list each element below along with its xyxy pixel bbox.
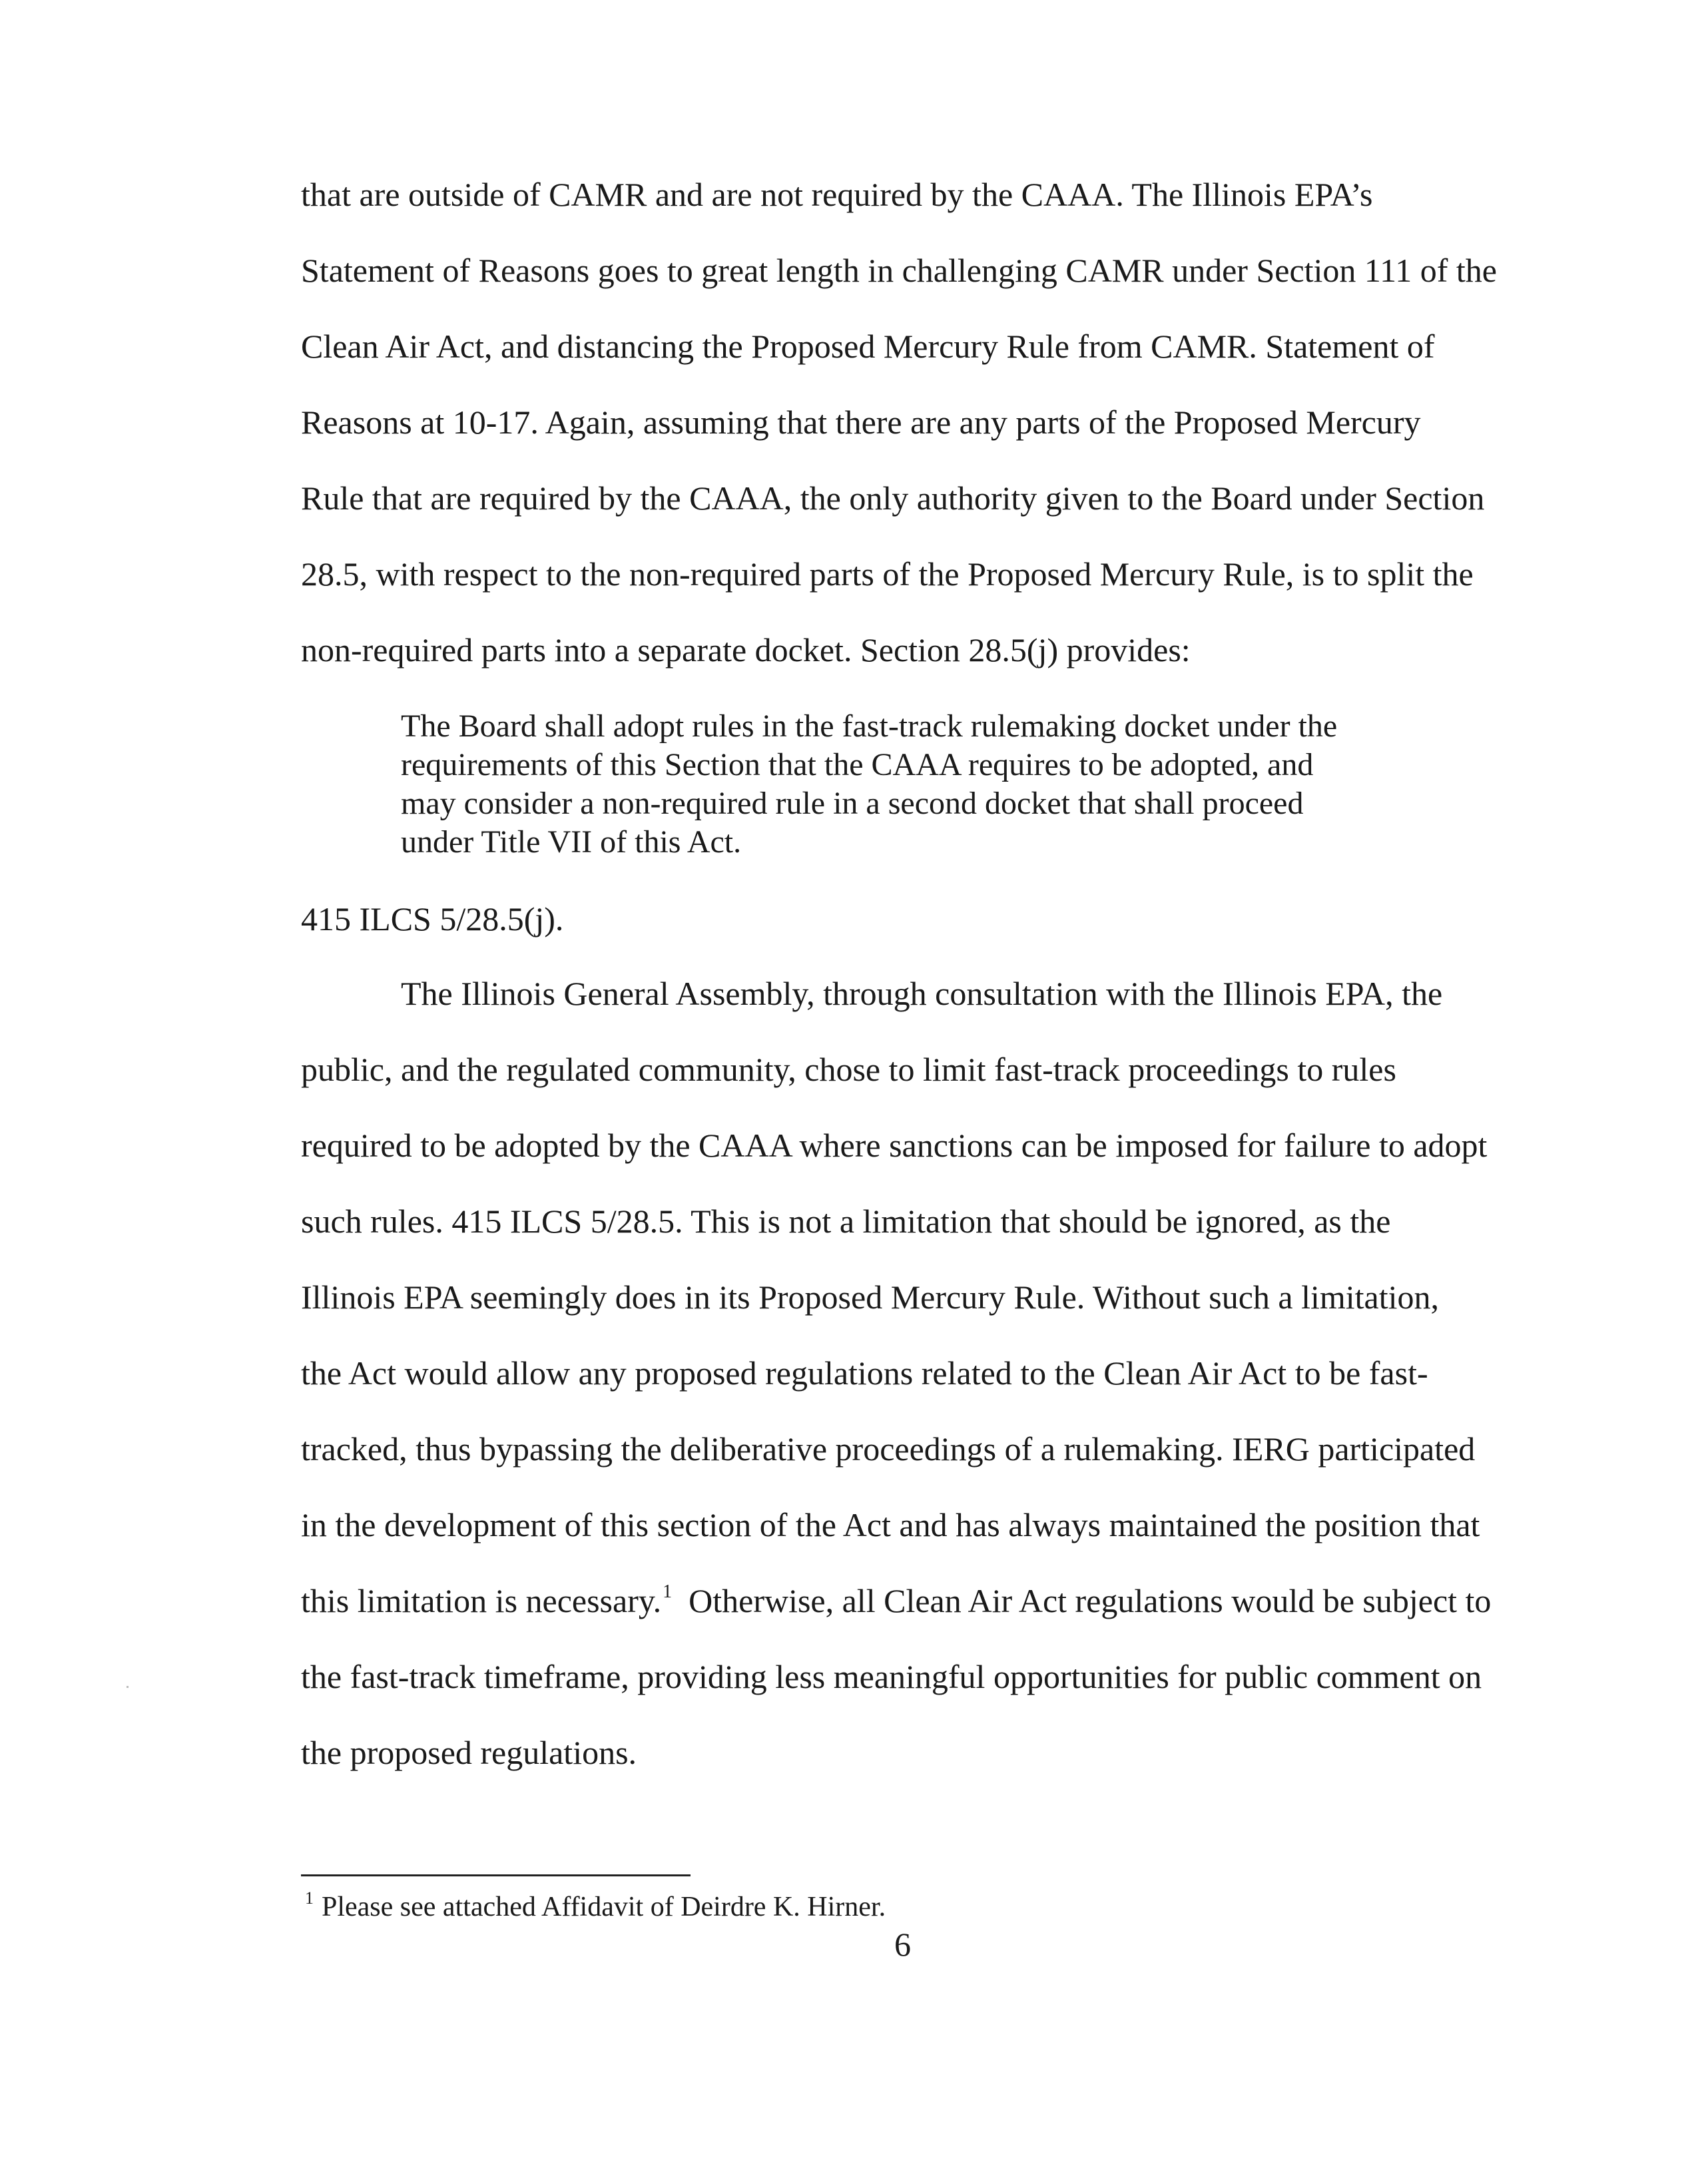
scan-speck <box>127 1686 129 1688</box>
paragraph-2-line-5: Illinois EPA seemingly does in its Proposed Mercury Rule. Without such a limitation, <box>301 1278 1440 1316</box>
paragraph-2-line-9-end: Otherwise, all Clean Air Act regulations would be subject to <box>672 1582 1492 1619</box>
paragraph-1-line-2: Statement of Reasons goes to great length in challenging CAMR under Section 111 of the <box>301 252 1497 289</box>
block-quote-line-2: requirements of this Section that the CAAA requires to be adopted, and <box>401 747 1314 782</box>
footnote-reference-mark: 1 <box>663 1581 673 1602</box>
block-quote-line-1: The Board shall adopt rules in the fast-track rulemaking docket under the <box>401 708 1338 744</box>
paragraph-1-line-7: non-required parts into a separate docket. Section 28.5(j) provides: <box>301 631 1191 669</box>
statute-citation: 415 ILCS 5/28.5(j). <box>301 900 564 938</box>
block-quote-line-4: under Title VII of this Act. <box>401 824 742 860</box>
paragraph-1-line-4: Reasons at 10-17. Again, assuming that there are any parts of the Proposed Mercury <box>301 404 1421 441</box>
paragraph-2-line-7: tracked, thus bypassing the deliberative proceedings of a rulemaking. IERG participated <box>301 1430 1476 1468</box>
paragraph-2-line-4: such rules. 415 ILCS 5/28.5. This is not a limitation that should be ignored, as the <box>301 1203 1391 1240</box>
block-quote-line-3: may consider a non-required rule in a second docket that shall proceed <box>401 786 1304 821</box>
paragraph-2-line-9-start: this limitation is necessary. <box>301 1582 662 1619</box>
footnote-text: Please see attached Affidavit of Deirdre K. Hirner. <box>322 1892 886 1922</box>
paragraph-1-line-6: 28.5, with respect to the non-required parts of the Proposed Mercury Rule, is to split the <box>301 555 1474 593</box>
paragraph-2-line-1: The Illinois General Assembly, through consultation with the Illinois EPA, the <box>401 975 1443 1012</box>
paragraph-2-line-6: the Act would allow any proposed regulations related to the Clean Air Act to be fast- <box>301 1354 1428 1392</box>
paragraph-2-line-8: in the development of this section of the Act and has always maintained the position that <box>301 1506 1480 1543</box>
paragraph-2-line-10: the fast-track timeframe, providing less meaningful opportunities for public comment on <box>301 1658 1482 1695</box>
paragraph-1-line-5: Rule that are required by the CAAA, the only authority given to the Board under Section <box>301 479 1485 517</box>
footnote-separator <box>301 1874 691 1876</box>
paragraph-1-line-1: that are outside of CAMR and are not required by the CAAA. The Illinois EPA’s <box>301 176 1373 213</box>
paragraph-2-line-2: public, and the regulated community, chose to limit fast-track proceedings to rules <box>301 1051 1396 1088</box>
footnote <box>305 1890 886 1928</box>
paragraph-1-line-3: Clean Air Act, and distancing the Proposed Mercury Rule from CAMR. Statement of <box>301 328 1435 365</box>
page-number: 6 <box>894 1926 911 1963</box>
paragraph-2-line-3: required to be adopted by the CAAA where sanctions can be imposed for failure to adopt <box>301 1127 1488 1164</box>
paragraph-2-line-9 <box>301 1581 1491 1627</box>
footnote-mark: 1 <box>305 1888 314 1908</box>
paragraph-2-line-11: the proposed regulations. <box>301 1734 637 1771</box>
